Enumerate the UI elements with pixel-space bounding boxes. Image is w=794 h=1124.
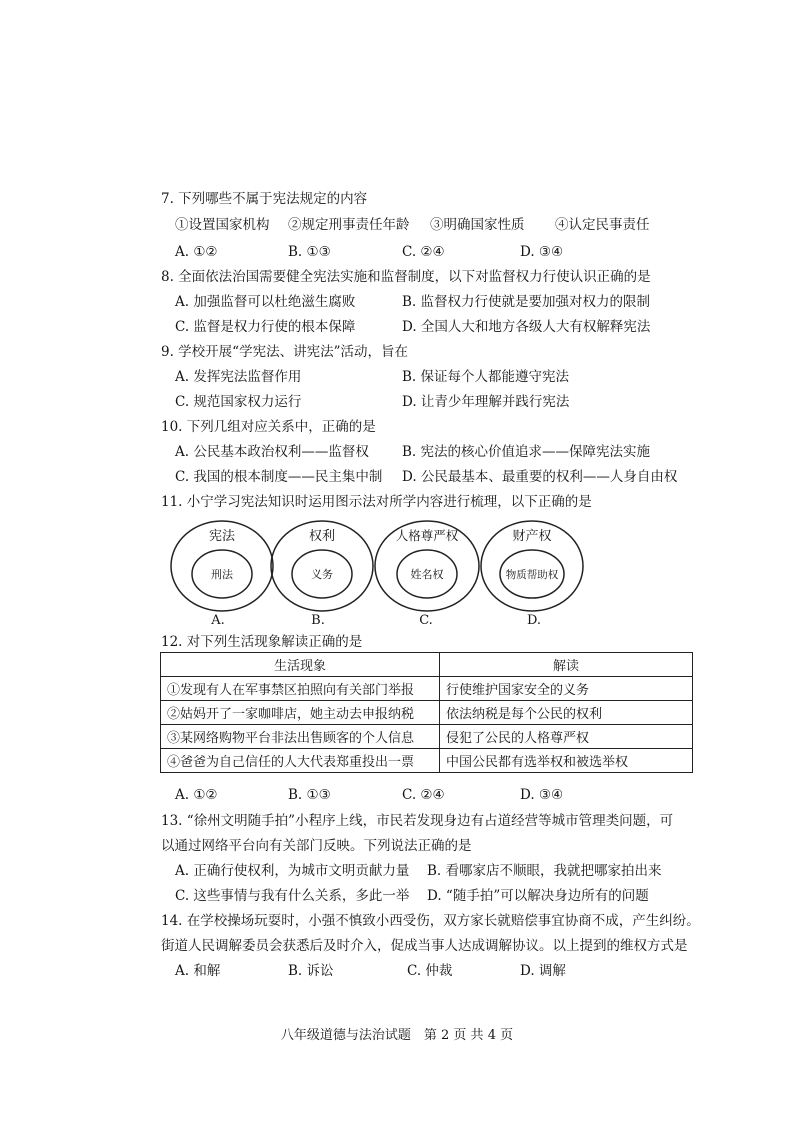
q7-stem: 7. 下列哪些不属于宪法规定的内容 bbox=[161, 191, 368, 207]
table-cell-interpretation: 行使维护国家安全的义务 bbox=[440, 677, 693, 701]
q13-stem-line2: 以通过网络平台向有关部门反映。下列说法正确的是 bbox=[161, 838, 472, 854]
q11-c-inner-label: 姓名权 bbox=[410, 568, 444, 581]
q11-stem: 11. 小宁学习宪法知识时运用图示法对所学内容进行梳理，以下正确的是 bbox=[161, 494, 592, 510]
q9-stem: 9. 学校开展“学宪法、讲宪法”活动，旨在 bbox=[161, 344, 408, 360]
q7-option-b: B. ①③ bbox=[288, 244, 331, 260]
q11-a-option-label: A. bbox=[211, 613, 225, 628]
q7-option-c: C. ②④ bbox=[402, 244, 445, 260]
q10-stem: 10. 下列几组对应关系中，正确的是 bbox=[161, 419, 376, 435]
q13-option-b: B. 看哪家店不顺眼，我就把哪家拍出来 bbox=[427, 863, 662, 879]
table-header-interpretation: 解读 bbox=[440, 653, 693, 677]
q12-stem: 12. 对下列生活现象解读正确的是 bbox=[161, 634, 363, 650]
table-cell-phenomenon: ②姑妈开了一家咖啡店，她主动去申报纳税 bbox=[161, 701, 440, 725]
q9-option-b: B. 保证每个人都能遵守宪法 bbox=[402, 369, 570, 385]
q14-stem-line1: 14. 在学校操场玩耍时，小强不慎致小西受伤，双方家长就赔偿事宜协商不成，产生纠纷。 bbox=[161, 913, 700, 929]
page-footer: 八年级道德与法治试题 第 2 页 共 4 页 bbox=[280, 1028, 514, 1043]
q11-a-outer-label: 宪法 bbox=[208, 529, 236, 544]
table-cell-phenomenon: ④爸爸为自己信任的人大代表郑重投出一票 bbox=[161, 749, 440, 773]
q11-d-outer-label: 财产权 bbox=[512, 529, 552, 544]
q7-item-1: ①设置国家机构 bbox=[175, 217, 270, 233]
q13-option-a: A. 正确行使权利，为城市文明贡献力量 bbox=[175, 863, 410, 879]
q8-option-b: B. 监督权力行使就是要加强对权力的限制 bbox=[402, 294, 651, 310]
q7-option-a: A. ①② bbox=[175, 244, 218, 260]
q8-option-c: C. 监督是权力行使的根本保障 bbox=[175, 319, 356, 335]
table-row bbox=[161, 725, 693, 749]
q14-option-c: C. 仲裁 bbox=[407, 963, 453, 979]
table-row bbox=[161, 701, 693, 725]
table-cell-interpretation: 中国公民都有选举权和被选举权 bbox=[440, 749, 693, 773]
q11-d-inner-label: 物质帮助权 bbox=[505, 569, 559, 581]
q11-d-option-label: D. bbox=[526, 613, 542, 628]
q12-option-b: B. ①③ bbox=[288, 787, 331, 803]
q10-option-c: C. 我国的根本制度——民主集中制 bbox=[175, 469, 383, 485]
q11-c-option-label: C. bbox=[419, 613, 433, 628]
q13-stem-line1: 13. “徐州文明随手拍”小程序上线，市民若发现身边有占道经营等城市管理类问题，可 bbox=[161, 813, 674, 829]
q9-option-d: D. 让青少年理解并践行宪法 bbox=[402, 394, 570, 410]
table-cell-phenomenon: ③某网络购物平台非法出售顾客的个人信息 bbox=[161, 725, 440, 749]
q13-option-c: C. 这些事情与我有什么关系，多此一举 bbox=[175, 888, 410, 904]
table-cell-phenomenon: ①发现有人在军事禁区拍照向有关部门举报 bbox=[161, 677, 440, 701]
q7-item-3: ③明确国家性质 bbox=[430, 217, 525, 233]
q12-option-a: A. ①② bbox=[175, 787, 218, 803]
q14-stem-line2: 街道人民调解委员会获悉后及时介入，促成当事人达成调解协议。以上提到的维权方式是 bbox=[161, 938, 688, 954]
table-cell-interpretation: 侵犯了公民的人格尊严权 bbox=[440, 725, 693, 749]
q8-option-a: A. 加强监督可以杜绝滋生腐败 bbox=[175, 294, 356, 310]
q8-stem: 8. 全面依法治国需要健全宪法实施和监督制度，以下对监督权力行使认识正确的是 bbox=[161, 269, 651, 285]
table-row bbox=[161, 749, 693, 773]
q11-diagram-c bbox=[375, 521, 479, 628]
q14-option-b: B. 诉讼 bbox=[288, 963, 334, 979]
q10-option-a: A. 公民基本政治权利——监督权 bbox=[175, 444, 369, 460]
q12-option-d: D. ③④ bbox=[520, 787, 564, 803]
q7-option-d: D. ③④ bbox=[520, 244, 564, 260]
table-header-phenomenon: 生活现象 bbox=[161, 653, 440, 677]
q14-option-a: A. 和解 bbox=[175, 963, 221, 979]
q9-option-a: A. 发挥宪法监督作用 bbox=[175, 369, 302, 385]
q11-c-outer-label: 人格尊严权 bbox=[395, 528, 459, 543]
q14-option-d: D. 调解 bbox=[520, 963, 566, 979]
q11-a-inner-label: 刑法 bbox=[211, 568, 233, 581]
table-header-row bbox=[161, 653, 693, 677]
q11-b-outer-label: 权利 bbox=[308, 529, 336, 544]
q11-diagram-d bbox=[481, 521, 583, 628]
table-row bbox=[161, 677, 693, 701]
q12-option-c: C. ②④ bbox=[402, 787, 445, 803]
q11-diagrams bbox=[160, 514, 600, 630]
q11-b-option-label: B. bbox=[311, 613, 325, 628]
q8-option-d: D. 全国人大和地方各级人大有权解释宪法 bbox=[402, 319, 651, 335]
q10-option-d: D. 公民最基本、最重要的权利——人身自由权 bbox=[402, 469, 678, 485]
q10-option-b: B. 宪法的核心价值追求——保障宪法实施 bbox=[402, 444, 651, 460]
q7-item-2: ②规定刑事责任年龄 bbox=[288, 217, 410, 233]
q11-diagram-a bbox=[171, 521, 273, 628]
q7-item-4: ④认定民事责任 bbox=[555, 217, 650, 233]
q11-b-inner-label: 义务 bbox=[311, 568, 333, 581]
q11-diagram-b bbox=[271, 521, 373, 628]
q13-option-d: D. “随手拍”可以解决身边所有的问题 bbox=[427, 888, 649, 904]
q12-table bbox=[160, 652, 693, 773]
q9-option-c: C. 规范国家权力运行 bbox=[175, 394, 302, 410]
table-cell-interpretation: 依法纳税是每个公民的权利 bbox=[440, 701, 693, 725]
